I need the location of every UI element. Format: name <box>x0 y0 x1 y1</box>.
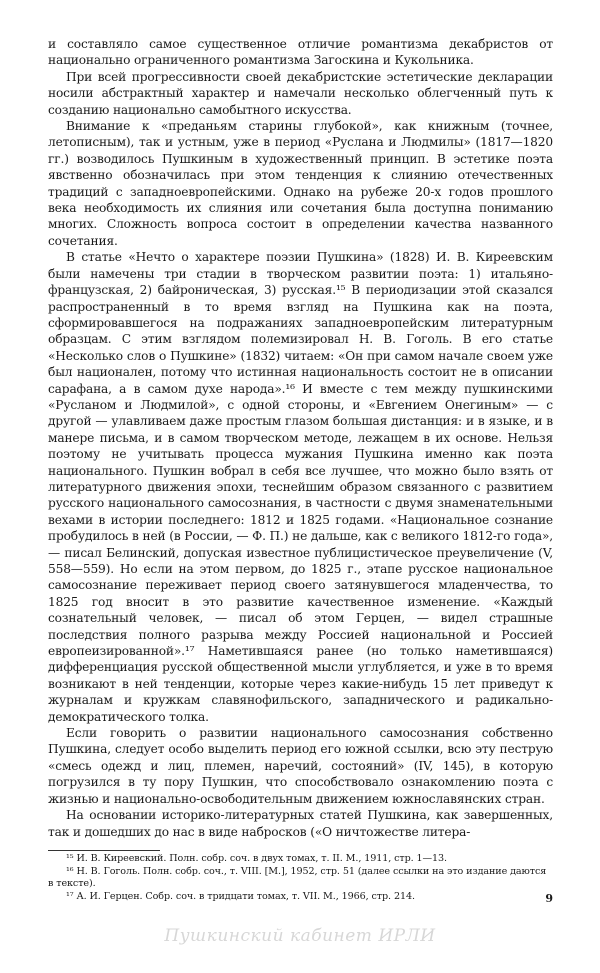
paragraph-3: Внимание к «преданьям старины глубокой», как книжным (точнее, летописным), так и устным, уже в период «Руслана и Людмилы» (1817—1820 гг.) возводилось Пушкиным в художественный принцип. В эстетике поэта явственно обозначилась при этом тенденция к слиянию отечественных традиций с западноевропейскими. Однако на рубеже 20-х годов прошлого века необходимость их слияния или сочетания была доступна пониманию многих. Сложность вопроса состоит в определении качества названного сочетания. <box>48 119 553 248</box>
paragraph-5: Если говорить о развитии национального самосознания собственно Пушкина, следует особо выделить период его южной ссылки, всю эту пеструю «смесь одежд и лиц, племен, наречий, состояний» (IV, 145), в которую погрузился в ту пору Пушкин, что способствовало ознакомлению поэта с жизнью и национально-освободительным движением южнославянских стран. <box>48 726 553 806</box>
footnote-15: ¹⁵ И. В. Киреевский. Полн. собр. соч. в двух томах, т. II. М., 1911, стр. 1—13. <box>66 852 448 864</box>
paragraph-2: При всей прогрессивности своей декабристские эстетические декларации носили абстрактный характер и намечали несколько облегченный путь к созданию национально самобытного искусства. <box>48 69 553 117</box>
footnote-17: ¹⁷ А. И. Герцен. Собр. соч. в тридцати томах, т. VII. М., 1966, стр. 214. <box>66 890 415 902</box>
page-content <box>48 36 553 903</box>
paragraph-4: В статье «Нечто о характере поэзии Пушкина» (1828) И. В. Киреевским были намечены три стадии в творческом развитии поэта: 1) итальяно-французская, 2) байроническая, 3) русская.¹⁵ В периодизации этой сказался распространенный в то время взгляд на Пушкина как на поэта, сформировавшегося на подражаниях западноевропейским литературным образцам. С этим взглядом полемизировал Н. В. Гоголь. В его статье «Несколько слов о Пушкине» (1832) читаем: «Он при самом начале своем уже был национален, потому что истинная национальность состоит не в описании сарафана, а в самом духе народа».¹⁶ И вместе с тем между пушкинскими «Русланом и Людмилой», с одной стороны, и «Евгением Онегиным» — с другой — улавливаем даже простым глазом большая дистанция: и в языке, и в манере письма, и в самом творческом методе, лежащем в их основе. Нельзя поэтому не учитывать процесса мужания Пушкина именно как поэта национального. Пушкин вобрал в себя все лучшее, что можно было взять от литературного движения эпохи, теснейшим образом связанного с развитием русского национального самосознания, в частности с двумя знаменательными вехами в истории последнего: 1812 и 1825 годами. «Национальное сознание пробудилось в ней (в России, — Ф. П.) не дальше, как с великого 1812-го года», — писал Белинский, допуская известное публицистическое преувеличение (V, 558—559). Но если на этом первом, до 1825 г., этапе русское национальное самосознание переживает период своего затянувшегося младенчества, то 1825 год вносит в это развитие качественное изменение. «Каждый сознательный человек, — писал об этом Герцен, — видел страшные последствия полного разрыва между Россией национальной и Россией европеизированной».¹⁷ Наметившаяся ранее (но только наметившаяся) дифференциация русской общественной мысли углубляется, и уже в то время возникают в ней тенденции, которые через какие-нибудь 15 лет приведут к журналам и кружкам славянофильского, западнического и радикально-демократического толка. <box>48 250 553 724</box>
paragraph-6: На основании историко-литературных статей Пушкина, как завершенных, так и дошедших до нас в виде набросков («О ничтожестве литера- <box>48 808 553 839</box>
page-number: 9 <box>545 892 553 905</box>
footnote-16: ¹⁶ Н. В. Гоголь. Полн. собр. соч., т. VIII. [М.], 1952, стр. 51 (далее ссылки на это издание даются в тексте). <box>48 865 547 890</box>
footnotes-section <box>48 850 547 903</box>
watermark: Пушкинский кабинет ИРЛИ <box>164 926 436 946</box>
paragraph-1: и составляло самое существенное отличие романтизма декабристов от национально ограниченного романтизма Загоскина и Кукольника. <box>48 37 553 68</box>
